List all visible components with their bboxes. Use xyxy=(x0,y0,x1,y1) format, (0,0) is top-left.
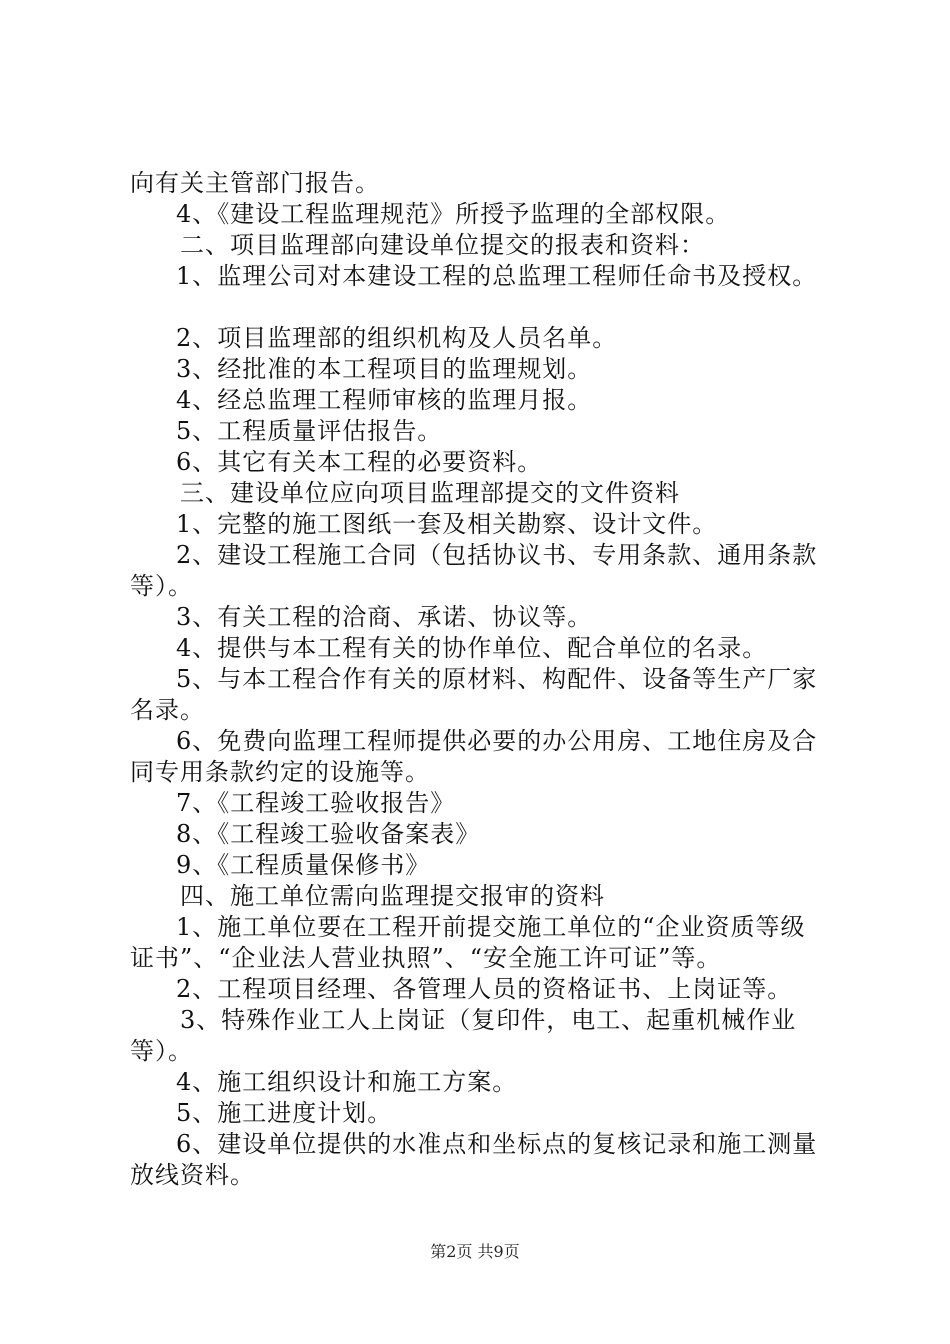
text-line: 2、工程项目经理、各管理人员的资格证书、上岗证等。 xyxy=(176,975,793,1003)
text-line: 6、免费向监理工程师提供必要的办公用房、工地住房及合 xyxy=(176,727,818,755)
text-line: 4、《建设工程监理规范》所授予监理的全部权限。 xyxy=(176,200,731,228)
text-line: 名录。 xyxy=(130,696,205,724)
text-line: 6、建设单位提供的水准点和坐标点的复核记录和施工测量 xyxy=(176,1130,818,1158)
section-heading: 二、项目监理部向建设单位提交的报表和资料： xyxy=(180,231,705,259)
text-line: 放线资料。 xyxy=(130,1161,255,1189)
text-line: 5、与本工程合作有关的原材料、构配件、设备等生产厂家 xyxy=(176,665,818,693)
text-line: 1、完整的施工图纸一套及相关勘察、设计文件。 xyxy=(176,510,718,538)
text-line: 5、施工进度计划。 xyxy=(176,1099,393,1127)
text-line: 向有关主管部门报告。 xyxy=(130,169,380,197)
page-number: 第2页 共9页 xyxy=(430,1242,520,1261)
text-line: 4、提供与本工程有关的协作单位、配合单位的名录。 xyxy=(176,634,768,662)
text-line: 4、经总监理工程师审核的监理月报。 xyxy=(176,386,593,414)
text-line: 3、有关工程的洽商、承诺、协议等。 xyxy=(176,603,593,631)
document-body xyxy=(130,168,835,1191)
text-line: 1、施工单位要在工程开前提交施工单位的“企业资质等级 xyxy=(176,913,806,941)
text-line: 等）。 xyxy=(130,1037,193,1065)
text-line: 2、项目监理部的组织机构及人员名单。 xyxy=(176,324,618,352)
text-line: 8、《工程竣工验收备案表》 xyxy=(176,820,481,848)
text-line: 证书”、“企业法人营业执照”、“安全施工许可证”等。 xyxy=(130,944,722,972)
text-line: 6、其它有关本工程的必要资料。 xyxy=(176,448,543,476)
section-heading: 四、施工单位需向监理提交报审的资料 xyxy=(180,882,605,910)
text-line: 7、《工程竣工验收报告》 xyxy=(176,789,456,817)
text-line: 3、特殊作业工人上岗证（复印件，电工、起重机械作业 xyxy=(180,1006,797,1034)
text-line: 同专用条款约定的设施等。 xyxy=(130,758,430,786)
section-heading: 三、建设单位应向项目监理部提交的文件资料 xyxy=(180,479,680,507)
text-line: 1、监理公司对本建设工程的总监理工程师任命书及授权。 xyxy=(176,262,818,290)
text-line: 5、工程质量评估报告。 xyxy=(176,417,443,445)
text-line: 等）。 xyxy=(130,572,193,600)
text-line: 2、建设工程施工合同（包括协议书、专用条款、通用条款 xyxy=(176,541,818,569)
text-line: 9、《工程质量保修书》 xyxy=(176,851,431,879)
text-line: 4、施工组织设计和施工方案。 xyxy=(176,1068,518,1096)
text-line: 3、经批准的本工程项目的监理规划。 xyxy=(176,355,593,383)
